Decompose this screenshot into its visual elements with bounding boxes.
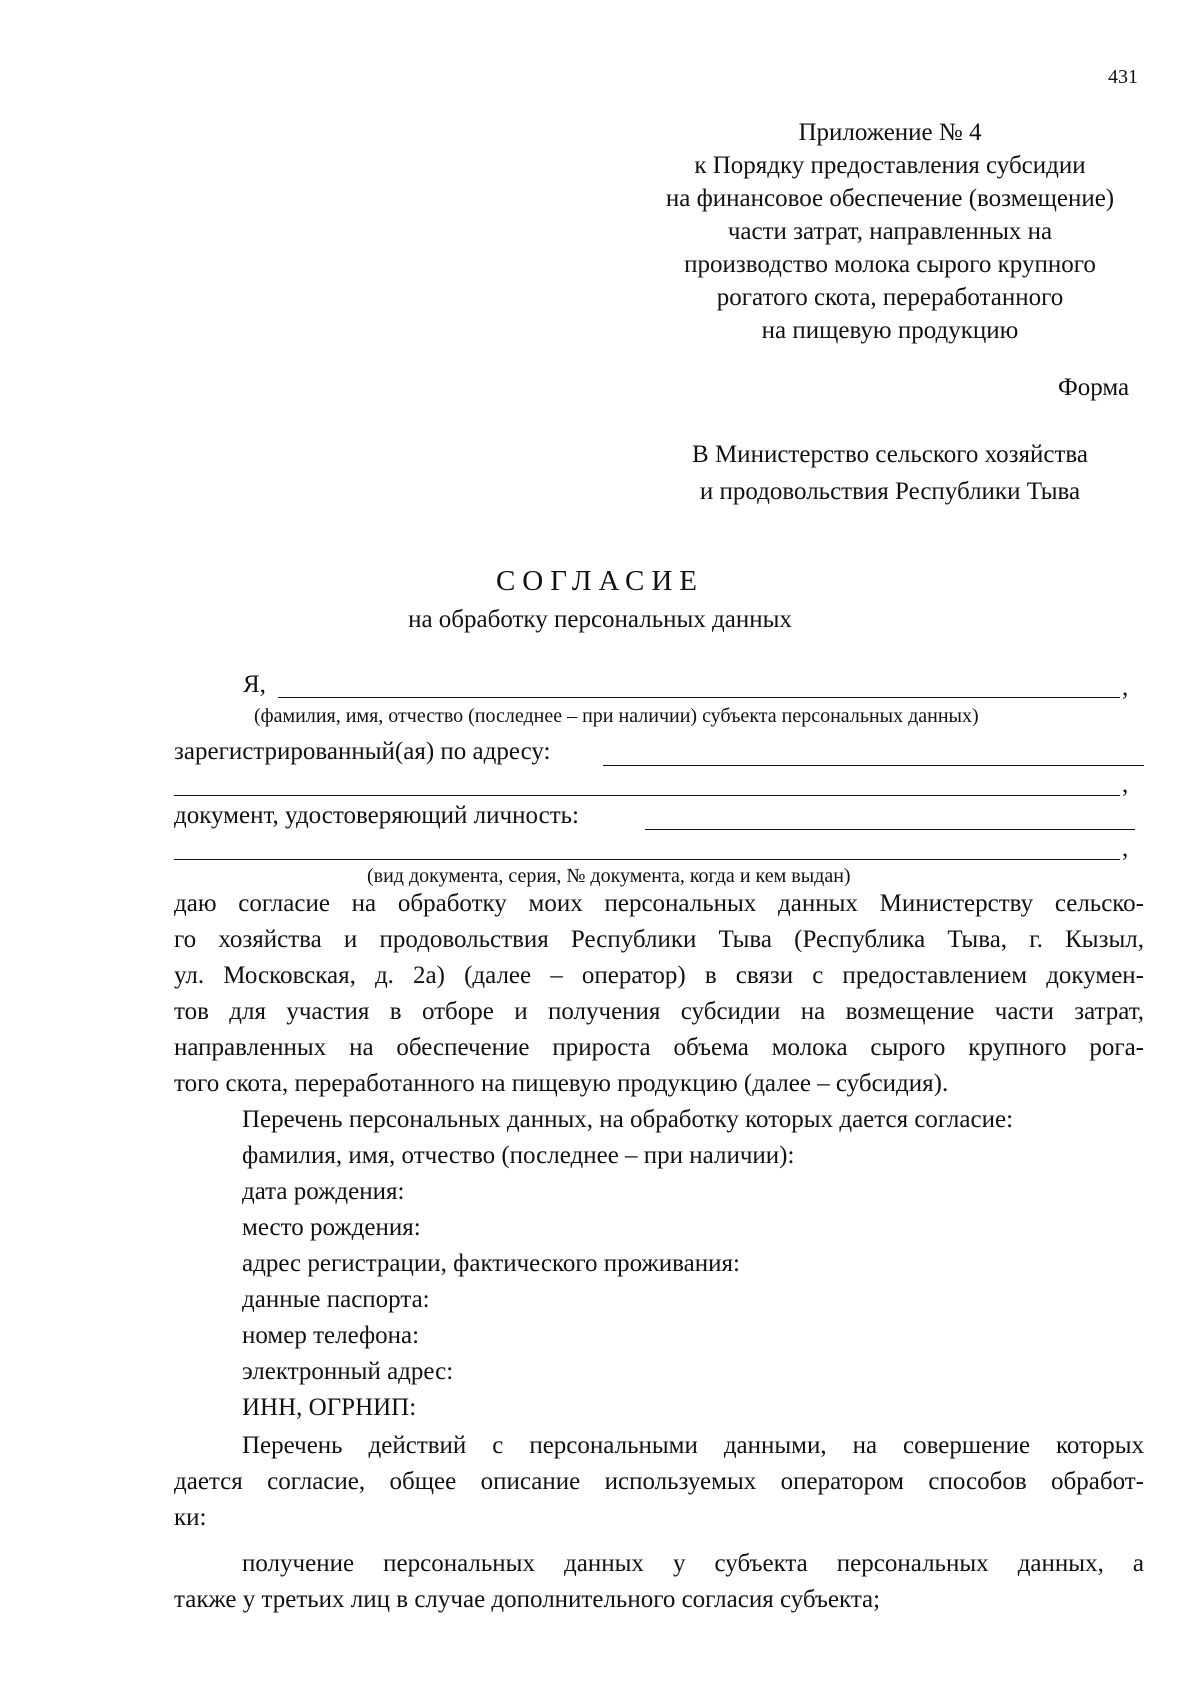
list-item: фамилия, имя, отчество (последнее – при наличии): bbox=[242, 1142, 795, 1169]
address-field[interactable] bbox=[603, 765, 1144, 766]
address-field-2[interactable] bbox=[174, 795, 1120, 796]
list-item: номер телефона: bbox=[242, 1322, 420, 1349]
list-item: место рождения: bbox=[242, 1214, 421, 1241]
comma: , bbox=[1122, 771, 1129, 798]
receipt-paragraph bbox=[174, 1546, 1144, 1618]
paragraph-line: также у третьих лиц в случае дополнительного согласия субъекта; bbox=[174, 1586, 881, 1613]
list-item: адрес регистрации, фактического проживания: bbox=[242, 1250, 740, 1277]
addressee-line: и продовольствия Республики Тыва bbox=[699, 478, 1081, 505]
comma: , bbox=[1122, 835, 1129, 862]
address-label: зарегистрированный(ая) по адресу: bbox=[174, 738, 551, 765]
document-title: СОГЛАСИЕ bbox=[495, 565, 705, 597]
name-field[interactable] bbox=[278, 697, 1120, 698]
appendix-line: на пищевую продукцию bbox=[761, 317, 1019, 344]
list-item: дата рождения: bbox=[242, 1178, 405, 1205]
paragraph-line: ул. Московская, д. 2а) (далее – оператор) в связи с предоставлением докумен- bbox=[174, 962, 1144, 989]
document-label: документ, удостоверяющий личность: bbox=[174, 802, 579, 829]
appendix-line: Приложение № 4 bbox=[798, 119, 982, 146]
appendix-header bbox=[640, 116, 1140, 347]
document-field-2[interactable] bbox=[174, 859, 1120, 860]
list-item: Перечень персональных данных, на обработку которых дается согласие: bbox=[242, 1106, 1014, 1133]
paragraph-line: направленных на обеспечение прироста объема молока сырого крупного рога- bbox=[174, 1034, 1144, 1061]
comma: , bbox=[1122, 674, 1129, 701]
name-hint: (фамилия, имя, отчество (последнее – при наличии) субъекта персональных данных) bbox=[254, 705, 979, 727]
list-item: данные паспорта: bbox=[242, 1286, 430, 1313]
i-label: Я, bbox=[243, 671, 266, 698]
paragraph-line: Перечень действий с персональными данными, на совершение которых bbox=[242, 1432, 1144, 1459]
paragraph-line: даю согласие на обработку моих персональных данных Министерству сельско- bbox=[174, 890, 1144, 917]
document-hint: (вид документа, серия, № документа, когда и кем выдан) bbox=[367, 865, 851, 887]
form-label: Форма bbox=[1058, 374, 1130, 401]
addressee bbox=[650, 436, 1130, 510]
appendix-line: части затрат, направленных на bbox=[727, 218, 1053, 245]
appendix-line: на финансовое обеспечение (возмещение) bbox=[665, 185, 1115, 212]
paragraph-line: го хозяйства и продовольствия Республики Тыва (Республика Тыва, г. Кызыл, bbox=[174, 926, 1144, 953]
list-item: ИНН, ОГРНИП: bbox=[242, 1394, 417, 1421]
document-subtitle: на обработку персональных данных bbox=[408, 606, 792, 633]
page-number: 431 bbox=[1108, 66, 1138, 88]
consent-paragraph bbox=[174, 886, 1144, 1102]
personal-data-list bbox=[242, 1102, 1013, 1426]
paragraph-line: дается согласие, общее описание используемых оператором способов обработ- bbox=[174, 1468, 1144, 1495]
paragraph-line: ки: bbox=[174, 1504, 207, 1531]
appendix-line: к Порядку предоставления субсидии bbox=[694, 152, 1086, 179]
paragraph-line: того скота, переработанного на пищевую продукцию (далее – субсидия). bbox=[174, 1070, 949, 1097]
appendix-line: рогатого скота, переработанного bbox=[716, 284, 1064, 311]
paragraph-line: тов для участия в отборе и получения субсидии на возмещение части затрат, bbox=[174, 998, 1144, 1025]
list-item: электронный адрес: bbox=[242, 1358, 454, 1385]
actions-paragraph bbox=[174, 1428, 1144, 1536]
paragraph-line: получение персональных данных у субъекта персональных данных, а bbox=[242, 1550, 1144, 1577]
addressee-line: В Министерство сельского хозяйства bbox=[692, 441, 1088, 468]
appendix-line: производство молока сырого крупного bbox=[684, 251, 1096, 278]
document-field[interactable] bbox=[645, 829, 1135, 830]
